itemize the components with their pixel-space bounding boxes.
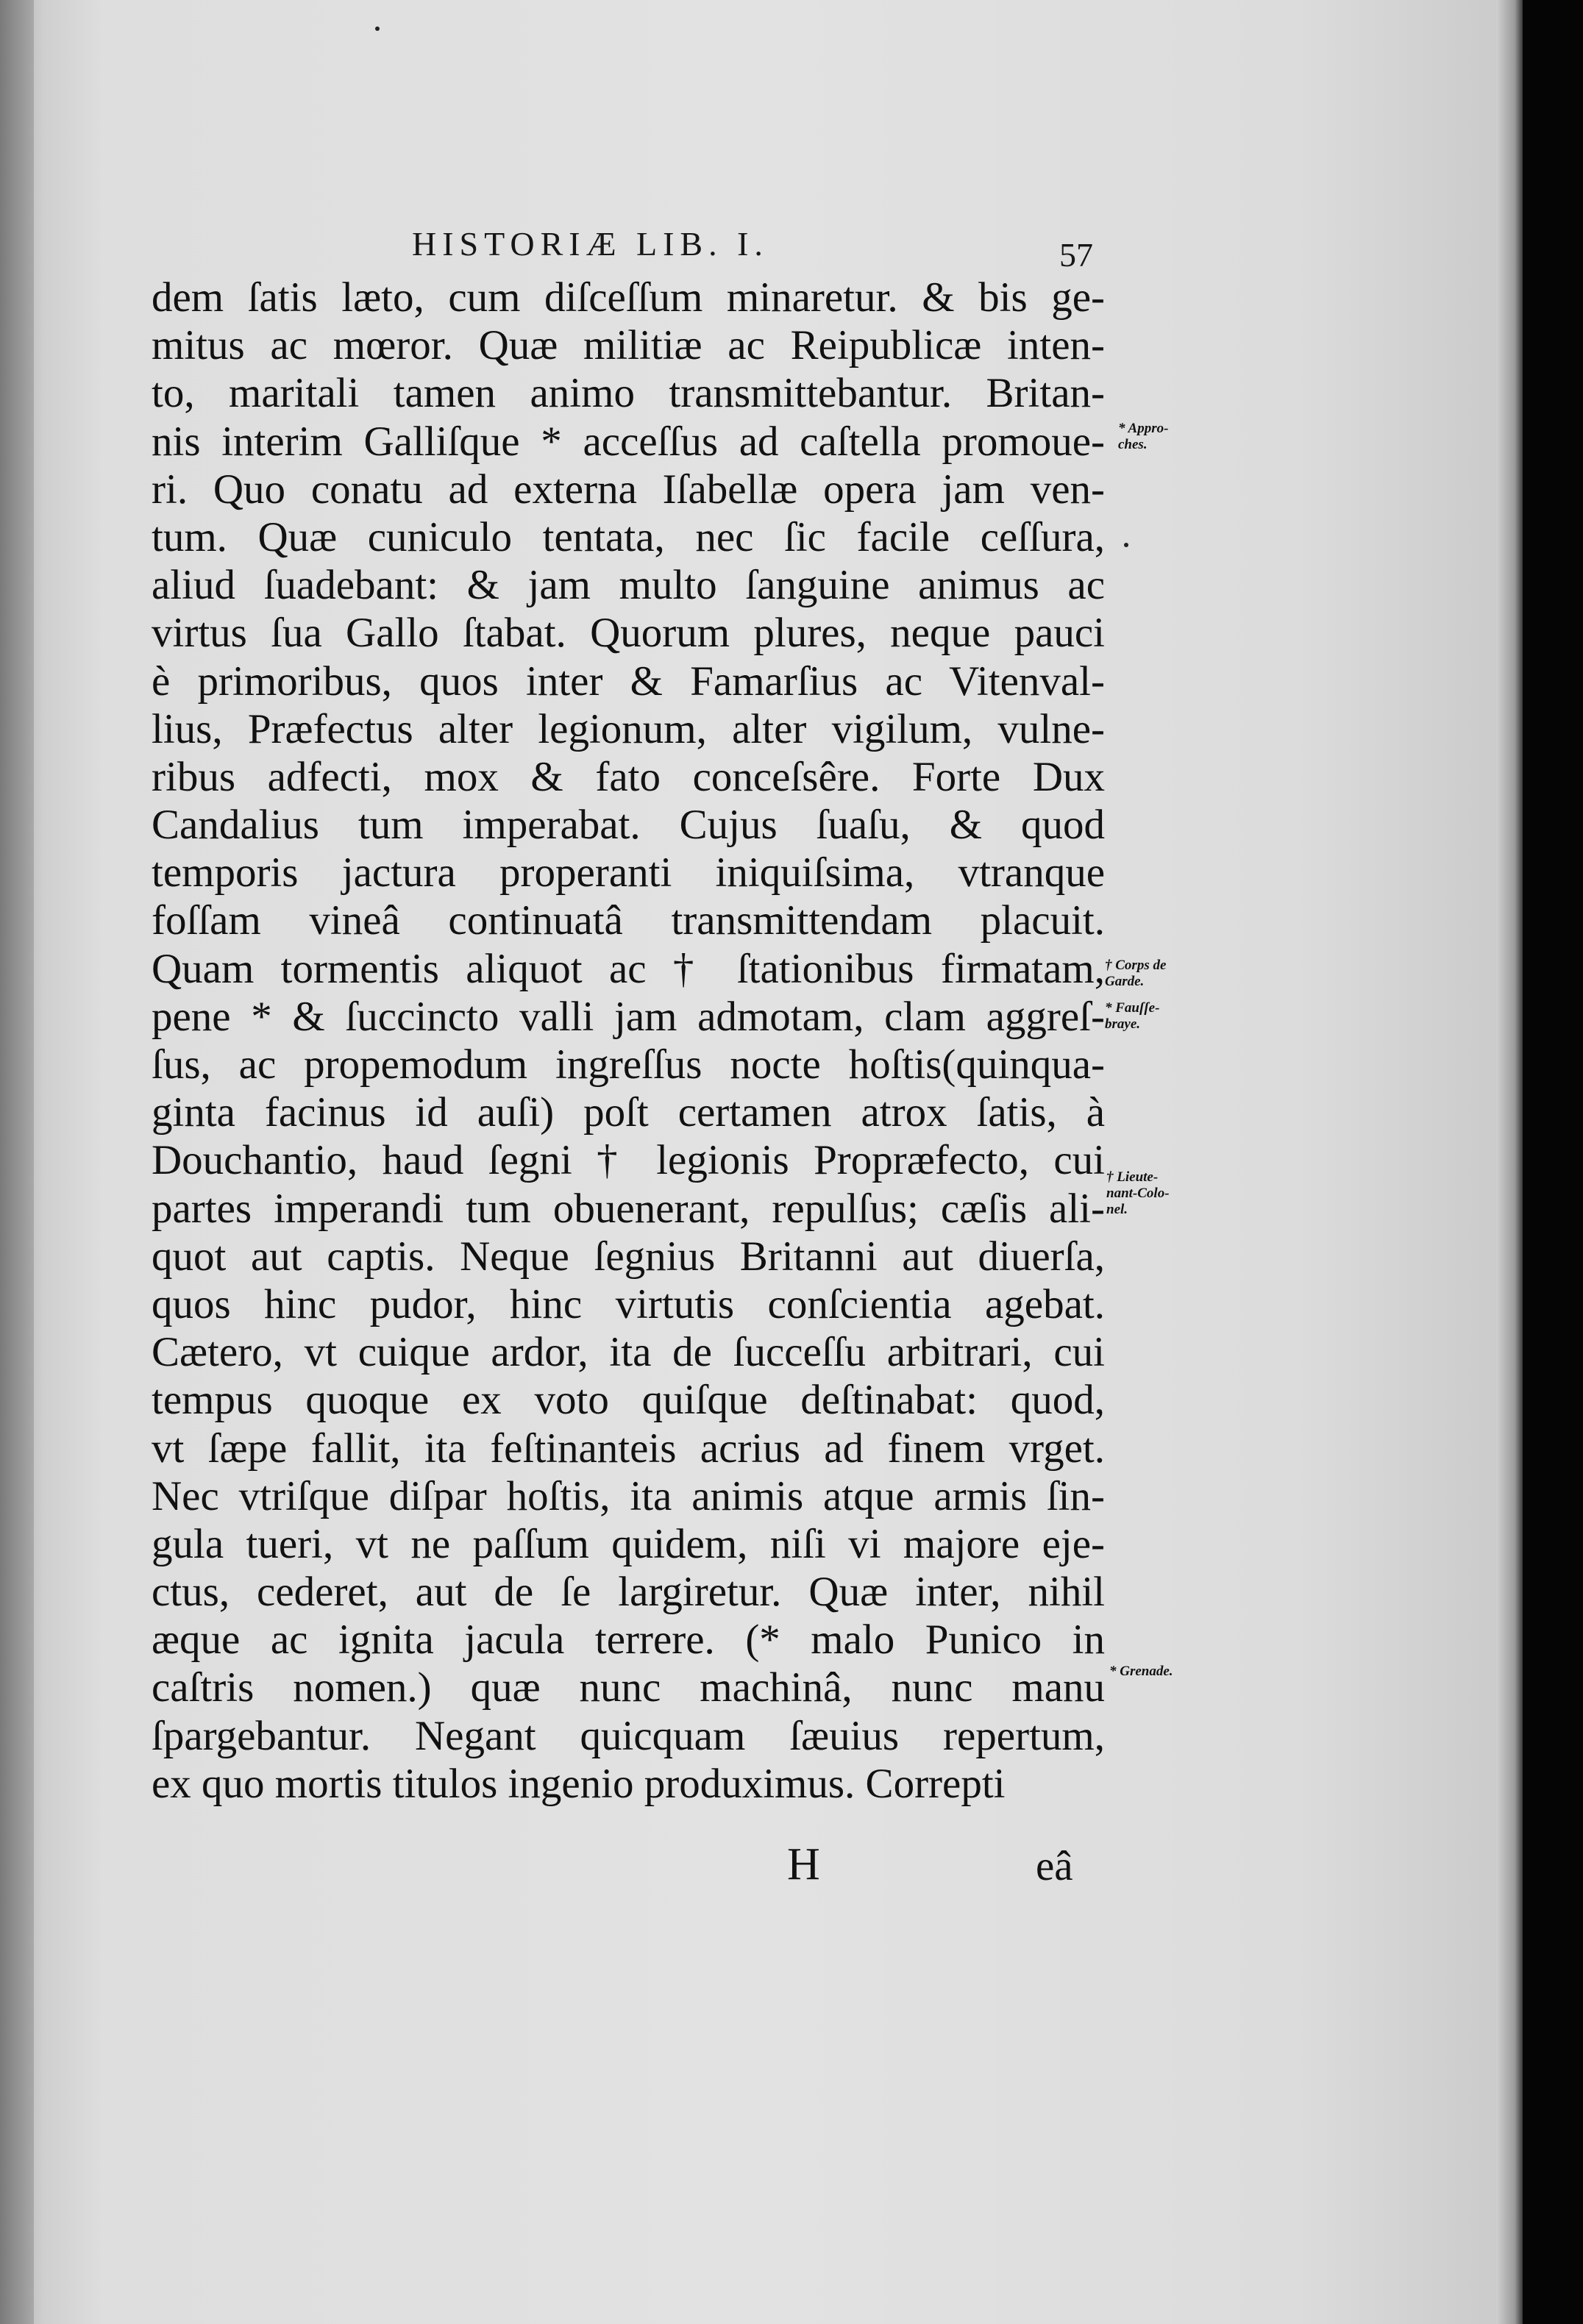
text-line: mitus ac mœror. Quæ militiæ ac Reipublicæ inten- (152, 322, 1105, 369)
text-line: lius, Præfectus alter legionum, alter vigilum, vulne- (152, 705, 1105, 752)
text-line: dem ſatis læto, cum diſceſſum minaretur. & bis ge- (152, 274, 1105, 321)
text-line: tum. Quæ cuniculo tentata, nec ſic facile ceſſura, (152, 513, 1105, 560)
text-line: vt ſæpe fallit, ita feſtinanteis acrius ad finem vrget. (152, 1425, 1105, 1472)
text-line: quos hinc pudor, hinc virtutis conſcientia agebat. (152, 1280, 1105, 1327)
text-line: caſtris nomen.) quæ nunc machinâ, nunc manu (152, 1664, 1105, 1711)
text-line: gula tueri, vt ne paſſum quidem, niſi vi majore eje- (152, 1520, 1105, 1567)
text-line: aliud ſuadebant: & jam multo ſanguine animus ac (152, 562, 1105, 609)
marginal-note-corps-de-garde: † Corps de Garde. (1105, 958, 1167, 989)
text-line: Douchantio, haud ſegni † legionis Propræfecto, cui (152, 1137, 1105, 1184)
text-line: foſſam vineâ continuatâ transmittendam placuit. (152, 897, 1105, 944)
marginal-note-lieutenant-colonel: † Lieute- nant-Colo- nel. (1106, 1169, 1170, 1217)
text-line: è primoribus, quos inter & Famarſius ac Vitenval- (152, 657, 1105, 705)
text-line: ginta facinus id auſi) poſt certamen atrox ſatis, à (152, 1089, 1105, 1136)
margin-mark (1124, 543, 1128, 547)
page-gutter-shadow (0, 0, 34, 2324)
text-line: quot aut captis. Neque ſegnius Britanni aut diuerſa, (152, 1233, 1105, 1280)
text-line: ribus adfecti, mox & fato conceſsêre. Forte Dux (152, 753, 1105, 800)
text-line: æque ac ignita jacula terrere. (* malo Punico in (152, 1617, 1105, 1664)
text-line: Cætero, vt cuique ardor, ita de ſucceſſu arbitrari, cui (152, 1329, 1105, 1376)
text-line: ſus, ac propemodum ingreſſus nocte hoſtis(quinqua- (152, 1041, 1105, 1088)
marginal-note-approches: * Appro- ches. (1118, 421, 1169, 452)
text-line: nis interim Galliſque * acceſſus ad caſtella promoue- (152, 418, 1105, 465)
text-line: temporis jactura properanti iniquiſsima, vtranque (152, 849, 1105, 897)
text-line: to, maritali tamen animo transmittebantur. Britan- (152, 370, 1105, 417)
text-line: tempus quoque ex voto quiſque deſtinabat: quod, (152, 1377, 1105, 1424)
text-line: Quam tormentis aliquot ac † ſtationibus firmatam, (152, 945, 1105, 992)
marginal-note-fausse-braye: * Fauſſe- braye. (1105, 1000, 1160, 1032)
text-line: ctus, cederet, aut de ſe largiretur. Quæ inter, nihil (152, 1569, 1105, 1616)
text-line: ſpargebantur. Negant quicquam ſæuius repertum, (152, 1712, 1105, 1759)
text-line: virtus ſua Gallo ſtabat. Quorum plures, neque pauci (152, 610, 1105, 657)
text-line: partes imperandi tum obuenerant, repulſus; cæſis ali- (152, 1185, 1105, 1232)
text-line: Candalius tum imperabat. Cujus ſuaſu, & quod (152, 802, 1105, 849)
text-block (152, 274, 1105, 1808)
text-line: Nec vtriſque diſpar hoſtis, ita animis atque armis ſin- (152, 1472, 1105, 1519)
text-line: pene * & ſuccincto valli jam admotam, clam aggreſ- (152, 993, 1105, 1040)
marginal-note-grenade: * Grenade. (1109, 1664, 1173, 1679)
running-title: HISTORIÆ LIB. I. (412, 225, 769, 263)
page-edge (1496, 0, 1523, 2324)
page-number: 57 (1059, 236, 1093, 274)
catchword: eâ (1036, 1843, 1073, 1889)
signature-mark: H (787, 1839, 820, 1889)
page-speck (375, 26, 380, 31)
text-line: ri. Quo conatu ad externa Iſabellæ opera jam ven- (152, 466, 1105, 513)
text-line: ex quo mortis titulos ingenio produximus. Correpti (152, 1760, 1006, 1807)
